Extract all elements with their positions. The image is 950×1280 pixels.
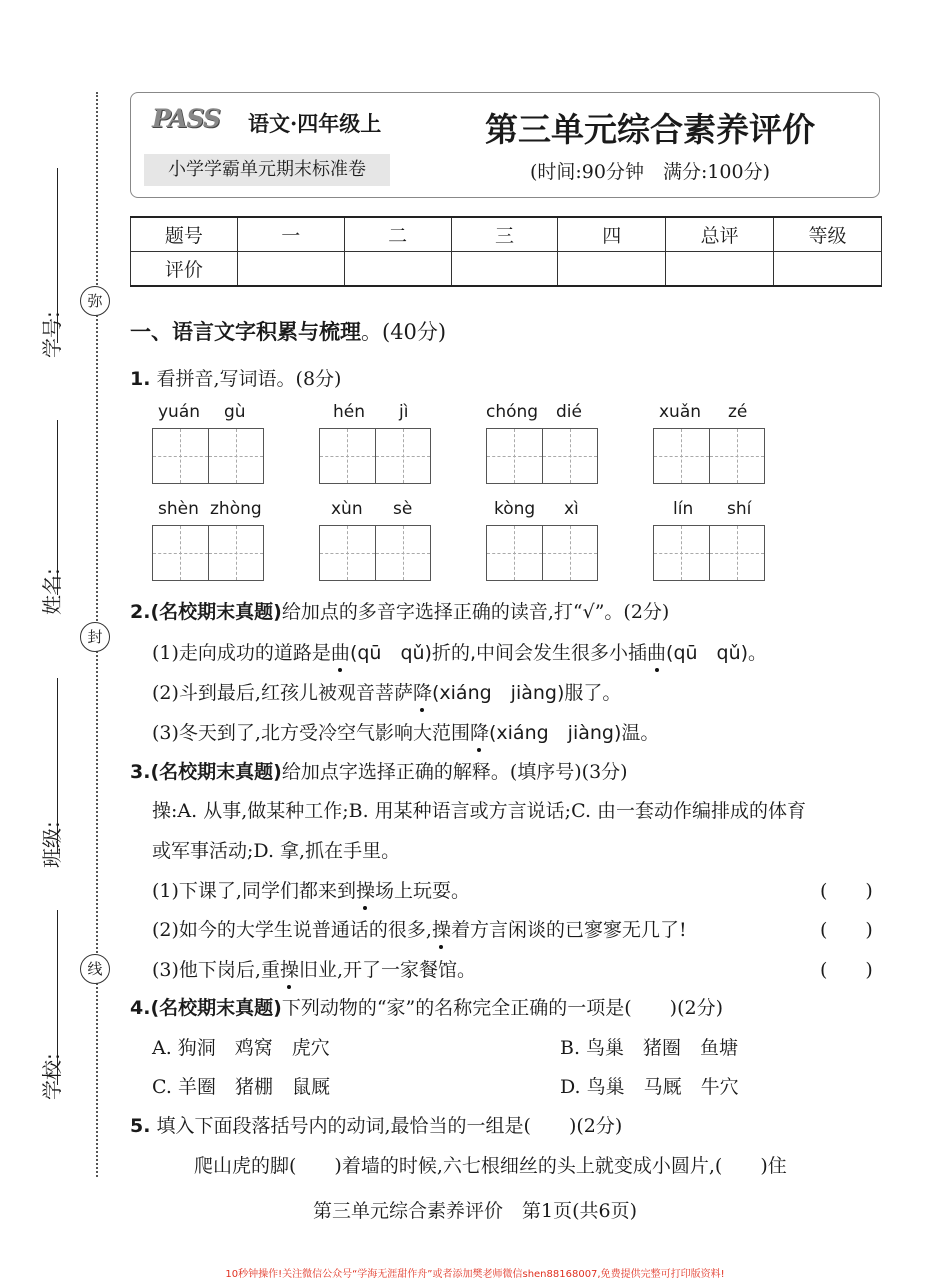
col-header-2: 二	[344, 217, 451, 252]
pinyin-1: yuán	[158, 402, 201, 422]
item-text[interactable]: (xiáng jiàng)温。	[488, 722, 660, 744]
question-2	[130, 597, 669, 624]
score-table	[130, 216, 882, 287]
pinyin-2: zhòng	[210, 499, 262, 519]
dotted-char: 曲	[331, 638, 350, 665]
time-info: (时间:90分钟 满分:100分)	[529, 161, 771, 183]
item-text: 着方言闲谈的已寥寥无几了!	[450, 919, 687, 941]
writing-cell[interactable]	[208, 429, 263, 483]
col-header-total: 总评	[666, 217, 774, 252]
option-a[interactable]: A. 狗洞 鸡窝 虎穴	[152, 1037, 330, 1059]
item-text[interactable]: (qū qǔ)折的,中间会发生很多小插	[349, 642, 648, 664]
page-title: 第三单元综合素养评价	[485, 110, 815, 149]
q3-definition-line-1: 操:A. 从事,做某种工作;B. 用某种语言或方言说话;C. 由一套动作编排成的体育	[152, 800, 807, 822]
q5-passage: 爬山虎的脚( )着墙的时候,六七根细丝的头上就变成小圆片,( )住	[194, 1155, 787, 1177]
table-row-header	[131, 217, 882, 252]
item-text[interactable]: (xiáng jiàng)服了。	[431, 682, 622, 704]
seal-char-xian: 线	[80, 954, 110, 984]
pass-logo: PASS	[152, 104, 220, 133]
question-text[interactable]: 填入下面段落括号内的动词,最恰当的一组是( )(2分)	[156, 1115, 623, 1137]
promo-banner: 10秒钟操作!关注微信公众号“学海无涯甜作舟”或者添加樊老师微信shen88168007,免费提供完整可打印版资料!	[225, 1269, 725, 1280]
writing-cell[interactable]	[375, 526, 430, 580]
subject-grade: 语文·四年级上	[248, 111, 382, 136]
seal-char-mi: 弥	[80, 286, 110, 316]
pinyin-1: shèn	[158, 499, 199, 519]
col-header-grade: 等级	[774, 217, 882, 252]
question-tag: (名校期末真题)	[150, 997, 282, 1019]
seal-char-feng: 封	[80, 622, 110, 652]
pinyin-1: kòng	[494, 499, 536, 519]
question-number: 1.	[130, 368, 151, 390]
pinyin-2: gù	[224, 402, 246, 422]
school-field[interactable]	[30, 870, 80, 1100]
score-cell[interactable]	[237, 252, 344, 287]
writing-cell[interactable]	[709, 526, 764, 580]
q3-item-1	[152, 876, 470, 903]
student-id-field[interactable]	[30, 128, 80, 358]
question-tag: (名校期末真题)	[150, 601, 282, 623]
row-label-question-no: 题号	[131, 217, 238, 252]
school-label: 学校:	[40, 1053, 64, 1100]
q2-item-2	[152, 678, 621, 705]
dotted-char: 操	[432, 915, 451, 942]
col-header-3: 三	[451, 217, 558, 252]
section-score: 。(40分)	[361, 320, 447, 344]
question-number: 5.	[130, 1115, 151, 1137]
table-row-evaluation	[131, 252, 882, 287]
score-cell[interactable]	[666, 252, 774, 287]
item-text: (2)如今的大学生说普通话的很多,	[152, 919, 432, 941]
writing-cell[interactable]	[153, 526, 208, 580]
q2-item-1	[152, 638, 767, 665]
question-number: 2.	[130, 601, 151, 623]
answer-blank[interactable]: ( )	[820, 919, 873, 941]
question-tag: (名校期末真题)	[150, 761, 282, 783]
item-text: (1)走向成功的道路是	[152, 642, 331, 664]
col-header-4: 四	[558, 217, 666, 252]
option-c[interactable]: C. 羊圈 猪棚 鼠厩	[152, 1076, 330, 1098]
writing-cell[interactable]	[709, 429, 764, 483]
item-text: (1)下课了,同学们都来到	[152, 880, 356, 902]
writing-cell[interactable]	[487, 429, 542, 483]
dotted-char: 曲	[647, 638, 666, 665]
section-title	[130, 316, 446, 346]
question-text: 给加点字选择正确的解释。(填序号)(3分)	[281, 761, 628, 783]
row-label-evaluation: 评价	[131, 252, 238, 287]
series-tag: 小学学霸单元期末标准卷	[144, 154, 390, 186]
item-text: (2)斗到最后,红孩儿被观音菩萨	[152, 682, 413, 704]
question-number: 3.	[130, 761, 151, 783]
class-field[interactable]	[30, 638, 80, 868]
item-text: 旧业,开了一家餐馆。	[298, 959, 477, 981]
item-text[interactable]: (qū qǔ)。	[666, 642, 768, 664]
writing-cell[interactable]	[542, 429, 597, 483]
writing-cell[interactable]	[654, 429, 709, 483]
item-text: (3)他下岗后,重	[152, 959, 280, 981]
item-text: 场上玩耍。	[374, 880, 470, 902]
writing-cell[interactable]	[487, 526, 542, 580]
question-text[interactable]: 下列动物的“家”的名称完全正确的一项是( )(2分)	[281, 997, 723, 1019]
writing-cell[interactable]	[375, 429, 430, 483]
pinyin-2: dié	[556, 402, 582, 422]
item-text: (3)冬天到了,北方受冷空气影响大范围	[152, 722, 470, 744]
writing-cell[interactable]	[320, 429, 375, 483]
writing-cell[interactable]	[320, 526, 375, 580]
question-1	[130, 364, 341, 391]
question-3	[130, 757, 628, 784]
pinyin-1: xùn	[331, 499, 363, 519]
dotted-char: 降	[413, 678, 432, 705]
score-cell[interactable]	[558, 252, 666, 287]
score-cell[interactable]	[344, 252, 451, 287]
q3-item-2	[152, 915, 687, 942]
dotted-char: 操	[280, 955, 299, 982]
q3-definition-line-2: 或军事活动;D. 拿,抓在手里。	[152, 840, 401, 862]
writing-cell[interactable]	[208, 526, 263, 580]
question-text: 给加点的多音字选择正确的读音,打“√”。(2分)	[281, 601, 670, 623]
answer-blank[interactable]: ( )	[820, 959, 873, 981]
pinyin-2: xì	[564, 499, 579, 519]
q3-item-3	[152, 955, 476, 982]
name-field[interactable]	[30, 385, 80, 615]
option-b[interactable]: B. 鸟巢 猪圈 鱼塘	[560, 1037, 739, 1059]
pinyin-1: xuǎn	[659, 402, 702, 422]
dotted-char: 降	[470, 718, 489, 745]
question-4	[130, 993, 723, 1020]
option-d[interactable]: D. 鸟巢 马厩 牛穴	[560, 1076, 739, 1098]
pinyin-1: hén	[333, 402, 366, 422]
page-footer: 第三单元综合素养评价 第1页(共6页)	[312, 1200, 637, 1222]
pinyin-2: shí	[727, 499, 752, 519]
score-cell[interactable]	[451, 252, 558, 287]
student-id-label: 学号:	[40, 311, 64, 358]
pinyin-2: sè	[393, 499, 413, 519]
question-number: 4.	[130, 997, 151, 1019]
question-text: 看拼音,写词语。(8分)	[156, 368, 342, 390]
pinyin-2: jì	[399, 402, 409, 422]
section-title-text: 一、语言文字积累与梳理	[130, 319, 361, 344]
score-cell[interactable]	[774, 252, 882, 287]
pinyin-1: chóng	[486, 402, 539, 422]
col-header-1: 一	[237, 217, 344, 252]
class-label: 班级:	[40, 821, 64, 868]
q2-item-3	[152, 718, 659, 745]
question-5	[130, 1111, 622, 1138]
writing-cell[interactable]	[153, 429, 208, 483]
name-label: 姓名:	[40, 568, 64, 615]
writing-cell[interactable]	[542, 526, 597, 580]
answer-blank[interactable]: ( )	[820, 880, 873, 902]
dotted-char: 操	[356, 876, 375, 903]
pinyin-1: lín	[673, 499, 694, 519]
writing-cell[interactable]	[654, 526, 709, 580]
pinyin-2: zé	[728, 402, 748, 422]
